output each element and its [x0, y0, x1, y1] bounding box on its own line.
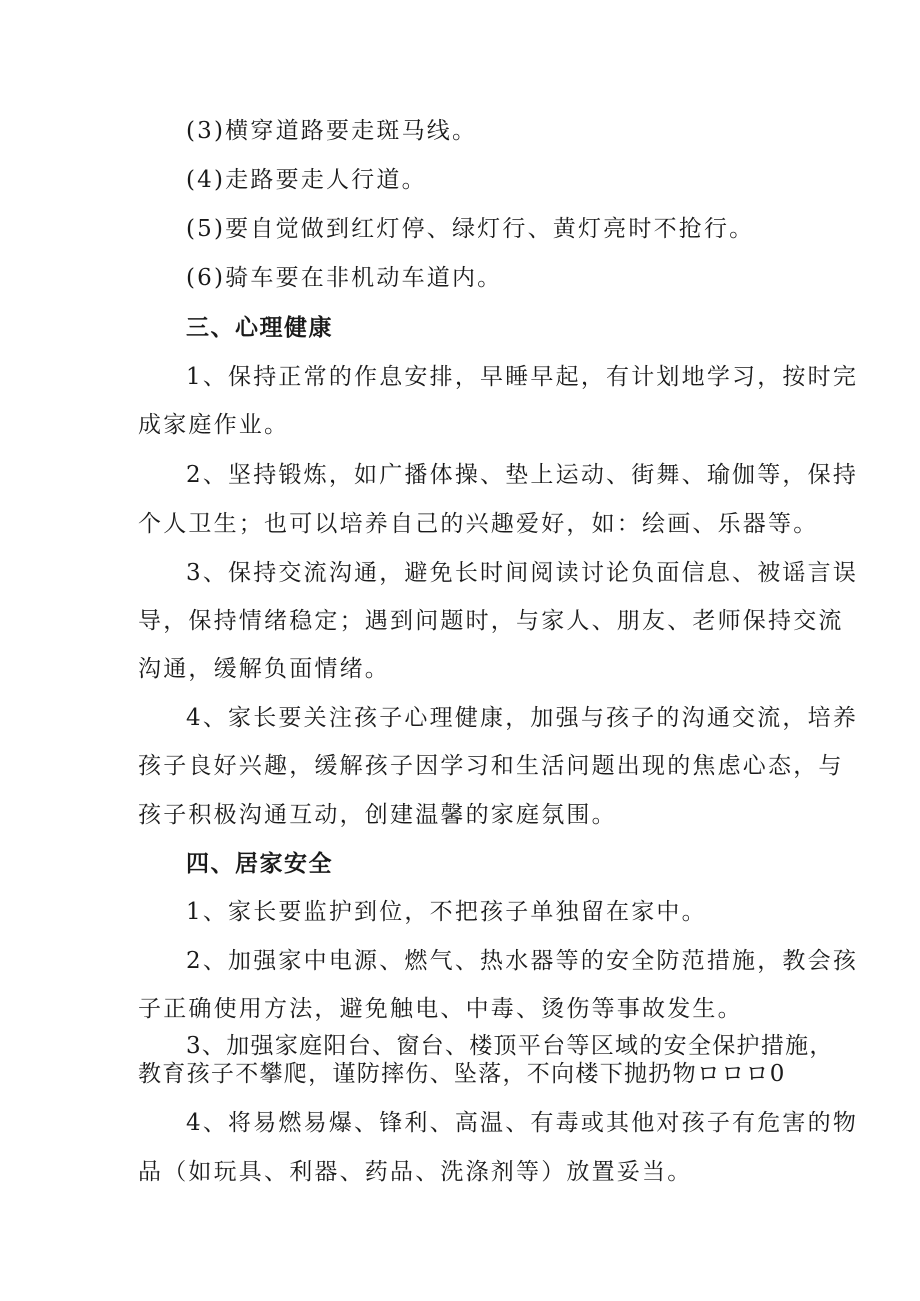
- paragraph-line: 孩子良好兴趣，缓解孩子因学习和生活问题出现的焦虑心态，与: [138, 753, 844, 779]
- paragraph-line: 2、加强家中电源、燃气、热水器等的安全防范措施，教会孩: [186, 948, 859, 974]
- paragraph-line: 导，保持情绪稳定；遇到问题时，与家人、朋友、老师保持交流: [138, 608, 844, 634]
- paragraph-line: 3、保持交流沟通，避免长时间阅读讨论负面信息、被谣言误: [186, 560, 859, 586]
- paragraph-line: 品（如玩具、利器、药品、洗涤剂等）放置妥当。: [138, 1159, 693, 1185]
- paragraph-line: 成家庭作业。: [138, 412, 290, 438]
- traffic-item-5: (5)要自觉做到红灯停、绿灯行、黄灯亮时不抢行。: [186, 216, 755, 242]
- paragraph-line: 4、将易燃易爆、锋利、高温、有毒或其他对孩子有危害的物: [186, 1110, 859, 1136]
- paragraph-line: 子正确使用方法，避免触电、中毒、烫伤等事故发生。: [138, 996, 743, 1022]
- paragraph-line: 3、加强家庭阳台、窗台、楼顶平台等区域的安全保护措施，: [186, 1033, 834, 1059]
- paragraph-line: 沟通，缓解负面情绪。: [138, 656, 390, 682]
- traffic-item-4: (4)走路要走人行道。: [186, 167, 427, 193]
- section-heading-home-safety: 四、居家安全: [186, 851, 333, 877]
- paragraph-line: 1、家长要监护到位，不把孩子单独留在家中。: [186, 899, 707, 925]
- paragraph-line: 教育孩子不攀爬，谨防摔伤、坠落，不向楼下抛扔物ロロロ0: [138, 1061, 786, 1087]
- paragraph-line: 1、保持正常的作息安排，早睡早起，有计划地学习，按时完: [186, 364, 859, 390]
- paragraph-line: 2、坚持锻炼，如广播体操、垫上运动、街舞、瑜伽等，保持: [186, 462, 859, 488]
- traffic-item-3: (3)横穿道路要走斑马线。: [186, 118, 478, 144]
- section-heading-psychological-health: 三、心理健康: [186, 315, 333, 341]
- paragraph-line: 孩子积极沟通互动，创建温馨的家庭氛围。: [138, 802, 617, 828]
- paragraph-line: 个人卫生；也可以培养自己的兴趣爱好，如：绘画、乐器等。: [138, 511, 819, 537]
- traffic-item-6: (6)骑车要在非机动车道内。: [186, 265, 503, 291]
- paragraph-line: 4、家长要关注孩子心理健康，加强与孩子的沟通交流，培养: [186, 705, 859, 731]
